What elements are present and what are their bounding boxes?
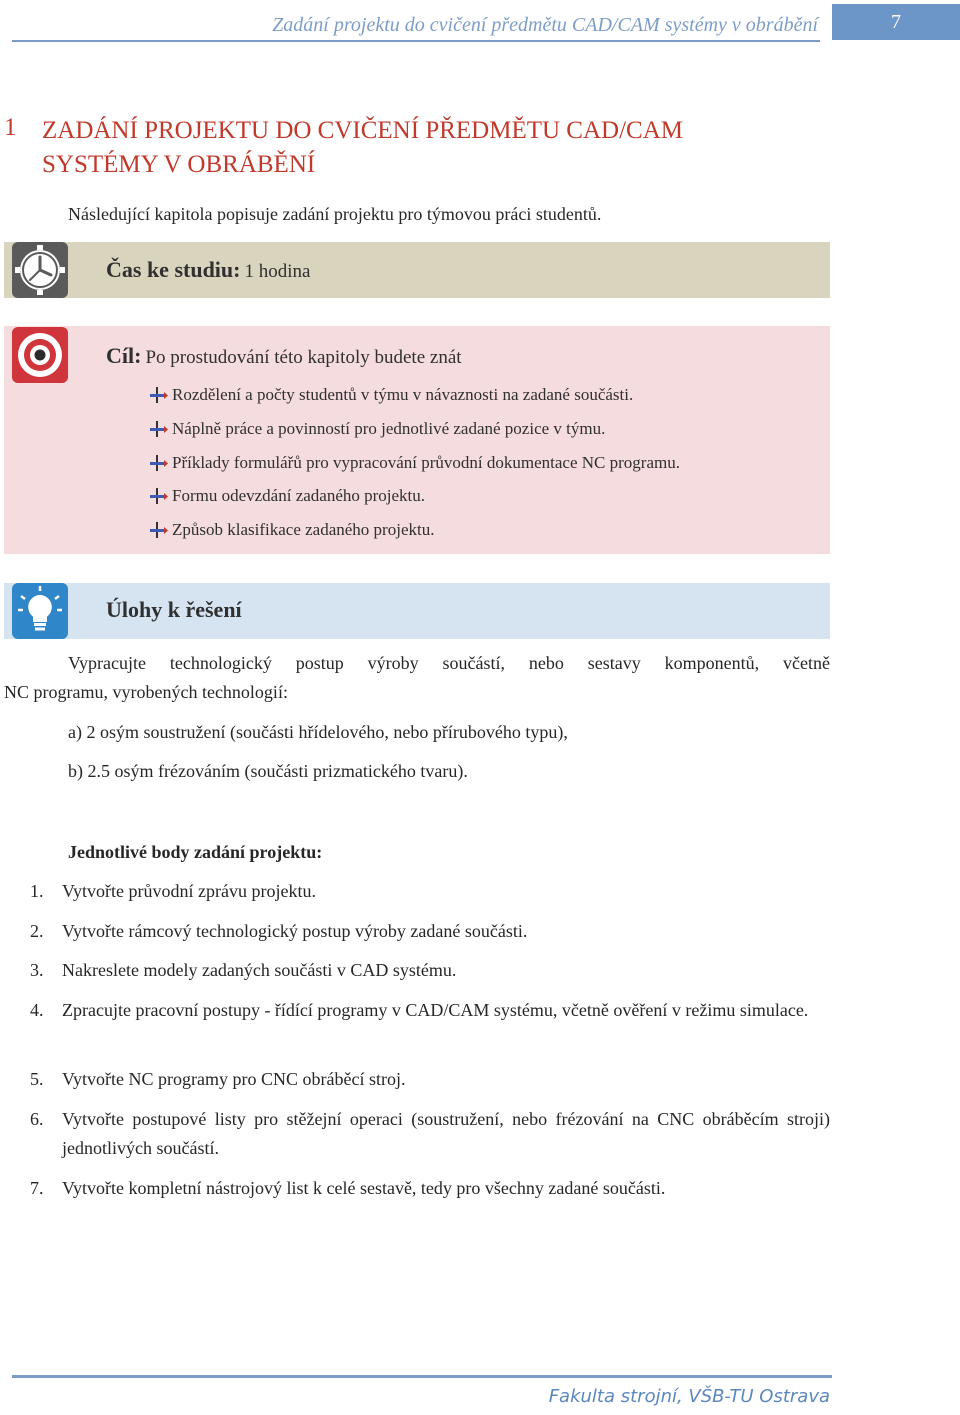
- goal-item: [150, 385, 633, 405]
- goal-item-text: Příklady formulářů pro vypracování průvodní dokumentace NC programu.: [172, 453, 680, 472]
- goal-item: [150, 419, 605, 439]
- task-line-2: NC programu, vyrobených technologií:: [4, 682, 288, 702]
- step-number: 1.: [30, 881, 44, 901]
- step-number: 6.: [30, 1109, 44, 1129]
- step-number: 4.: [30, 1000, 44, 1020]
- step-number: 2.: [30, 921, 44, 941]
- arrow-bullet-icon: [150, 522, 168, 538]
- task-option-a: a) 2 osým soustružení (součásti hřídelového, nebo přírubového typu),: [68, 722, 568, 742]
- goal-item-text: Náplně práce a povinností pro jednotlivé zadané pozice v týmu.: [172, 419, 606, 438]
- task-option-b: b) 2.5 osým frézováním (součásti prizmatického tvaru).: [68, 761, 468, 781]
- header-rule: [12, 40, 820, 42]
- arrow-bullet-icon: [150, 455, 168, 471]
- task-line-1: Vypracujte technologický postup výroby součástí, nebo sestavy komponentů, včetně: [68, 653, 830, 673]
- arrow-bullet-icon: [150, 488, 168, 504]
- step-text: Vytvořte průvodní zprávu projektu.: [62, 881, 316, 901]
- study-time-value: 1 hodina: [244, 261, 311, 282]
- step-text: Vytvořte NC programy pro CNC obráběcí stroj.: [62, 1069, 406, 1089]
- goal-item-text: Formu odevzdání zadaného projektu.: [172, 486, 426, 505]
- goal-item: [150, 486, 425, 506]
- step-number: 7.: [30, 1178, 44, 1198]
- footer-rule: [12, 1375, 832, 1378]
- step-text: Zpracujte pracovní postupy - řídící programy v CAD/CAM systému, včetně ověření v režimu simulace.: [62, 1000, 809, 1020]
- page-number: 7: [832, 4, 960, 40]
- study-time-label: Čas ke studiu:: [106, 257, 241, 282]
- chapter-title: ZADÁNÍ PROJEKTU DO CVIČENÍ PŘEDMĚTU CAD/CAM SYSTÉMY V OBRÁBĚNÍ: [42, 117, 683, 178]
- step-text: Vytvořte postupové listy pro stěžejní operaci (soustružení, nebo frézování na CNC obráběcím stroji) jednotlivých součástí.: [62, 1109, 830, 1158]
- goal-item: [150, 453, 680, 473]
- target-icon: [12, 327, 68, 383]
- task-paragraph: [4, 649, 830, 707]
- goal-value: Po prostudování této kapitoly budete znát: [145, 347, 462, 368]
- footer-text: Fakulta strojní, VŠB-TU Ostrava: [548, 1386, 830, 1407]
- step-text: Nakreslete modely zadaných součásti v CAD systému.: [62, 960, 457, 980]
- step-text: Vytvořte kompletní nástrojový list k celé sestavě, tedy pro všechny zadané součásti.: [62, 1178, 666, 1198]
- chapter-number: 1: [4, 114, 17, 141]
- tasks-label: Úlohy k řešení: [106, 597, 242, 622]
- intro-text: Následující kapitola popisuje zadání projektu pro týmovou práci studentů.: [68, 204, 602, 224]
- goal-row: [106, 343, 462, 369]
- arrow-bullet-icon: [150, 387, 168, 403]
- steps-heading: Jednotlivé body zadání projektu:: [68, 842, 323, 862]
- lightbulb-icon: [12, 583, 68, 639]
- step-number: 3.: [30, 960, 44, 980]
- study-time-row: [106, 257, 310, 283]
- step-number: 5.: [30, 1069, 44, 1089]
- step-text: Vytvořte rámcový technologický postup výroby zadané součásti.: [62, 921, 528, 941]
- goal-item-text: Způsob klasifikace zadaného projektu.: [172, 520, 435, 539]
- goal-item-text: Rozdělení a počty studentů v týmu v návaznosti na zadané součásti.: [172, 385, 634, 404]
- goal-item: [150, 520, 434, 540]
- running-header-title: Zadání projektu do cvičení předmětu CAD/CAM systémy v obrábění: [272, 14, 818, 36]
- goal-label: Cíl:: [106, 343, 142, 368]
- arrow-bullet-icon: [150, 421, 168, 437]
- clock-icon: [12, 242, 68, 298]
